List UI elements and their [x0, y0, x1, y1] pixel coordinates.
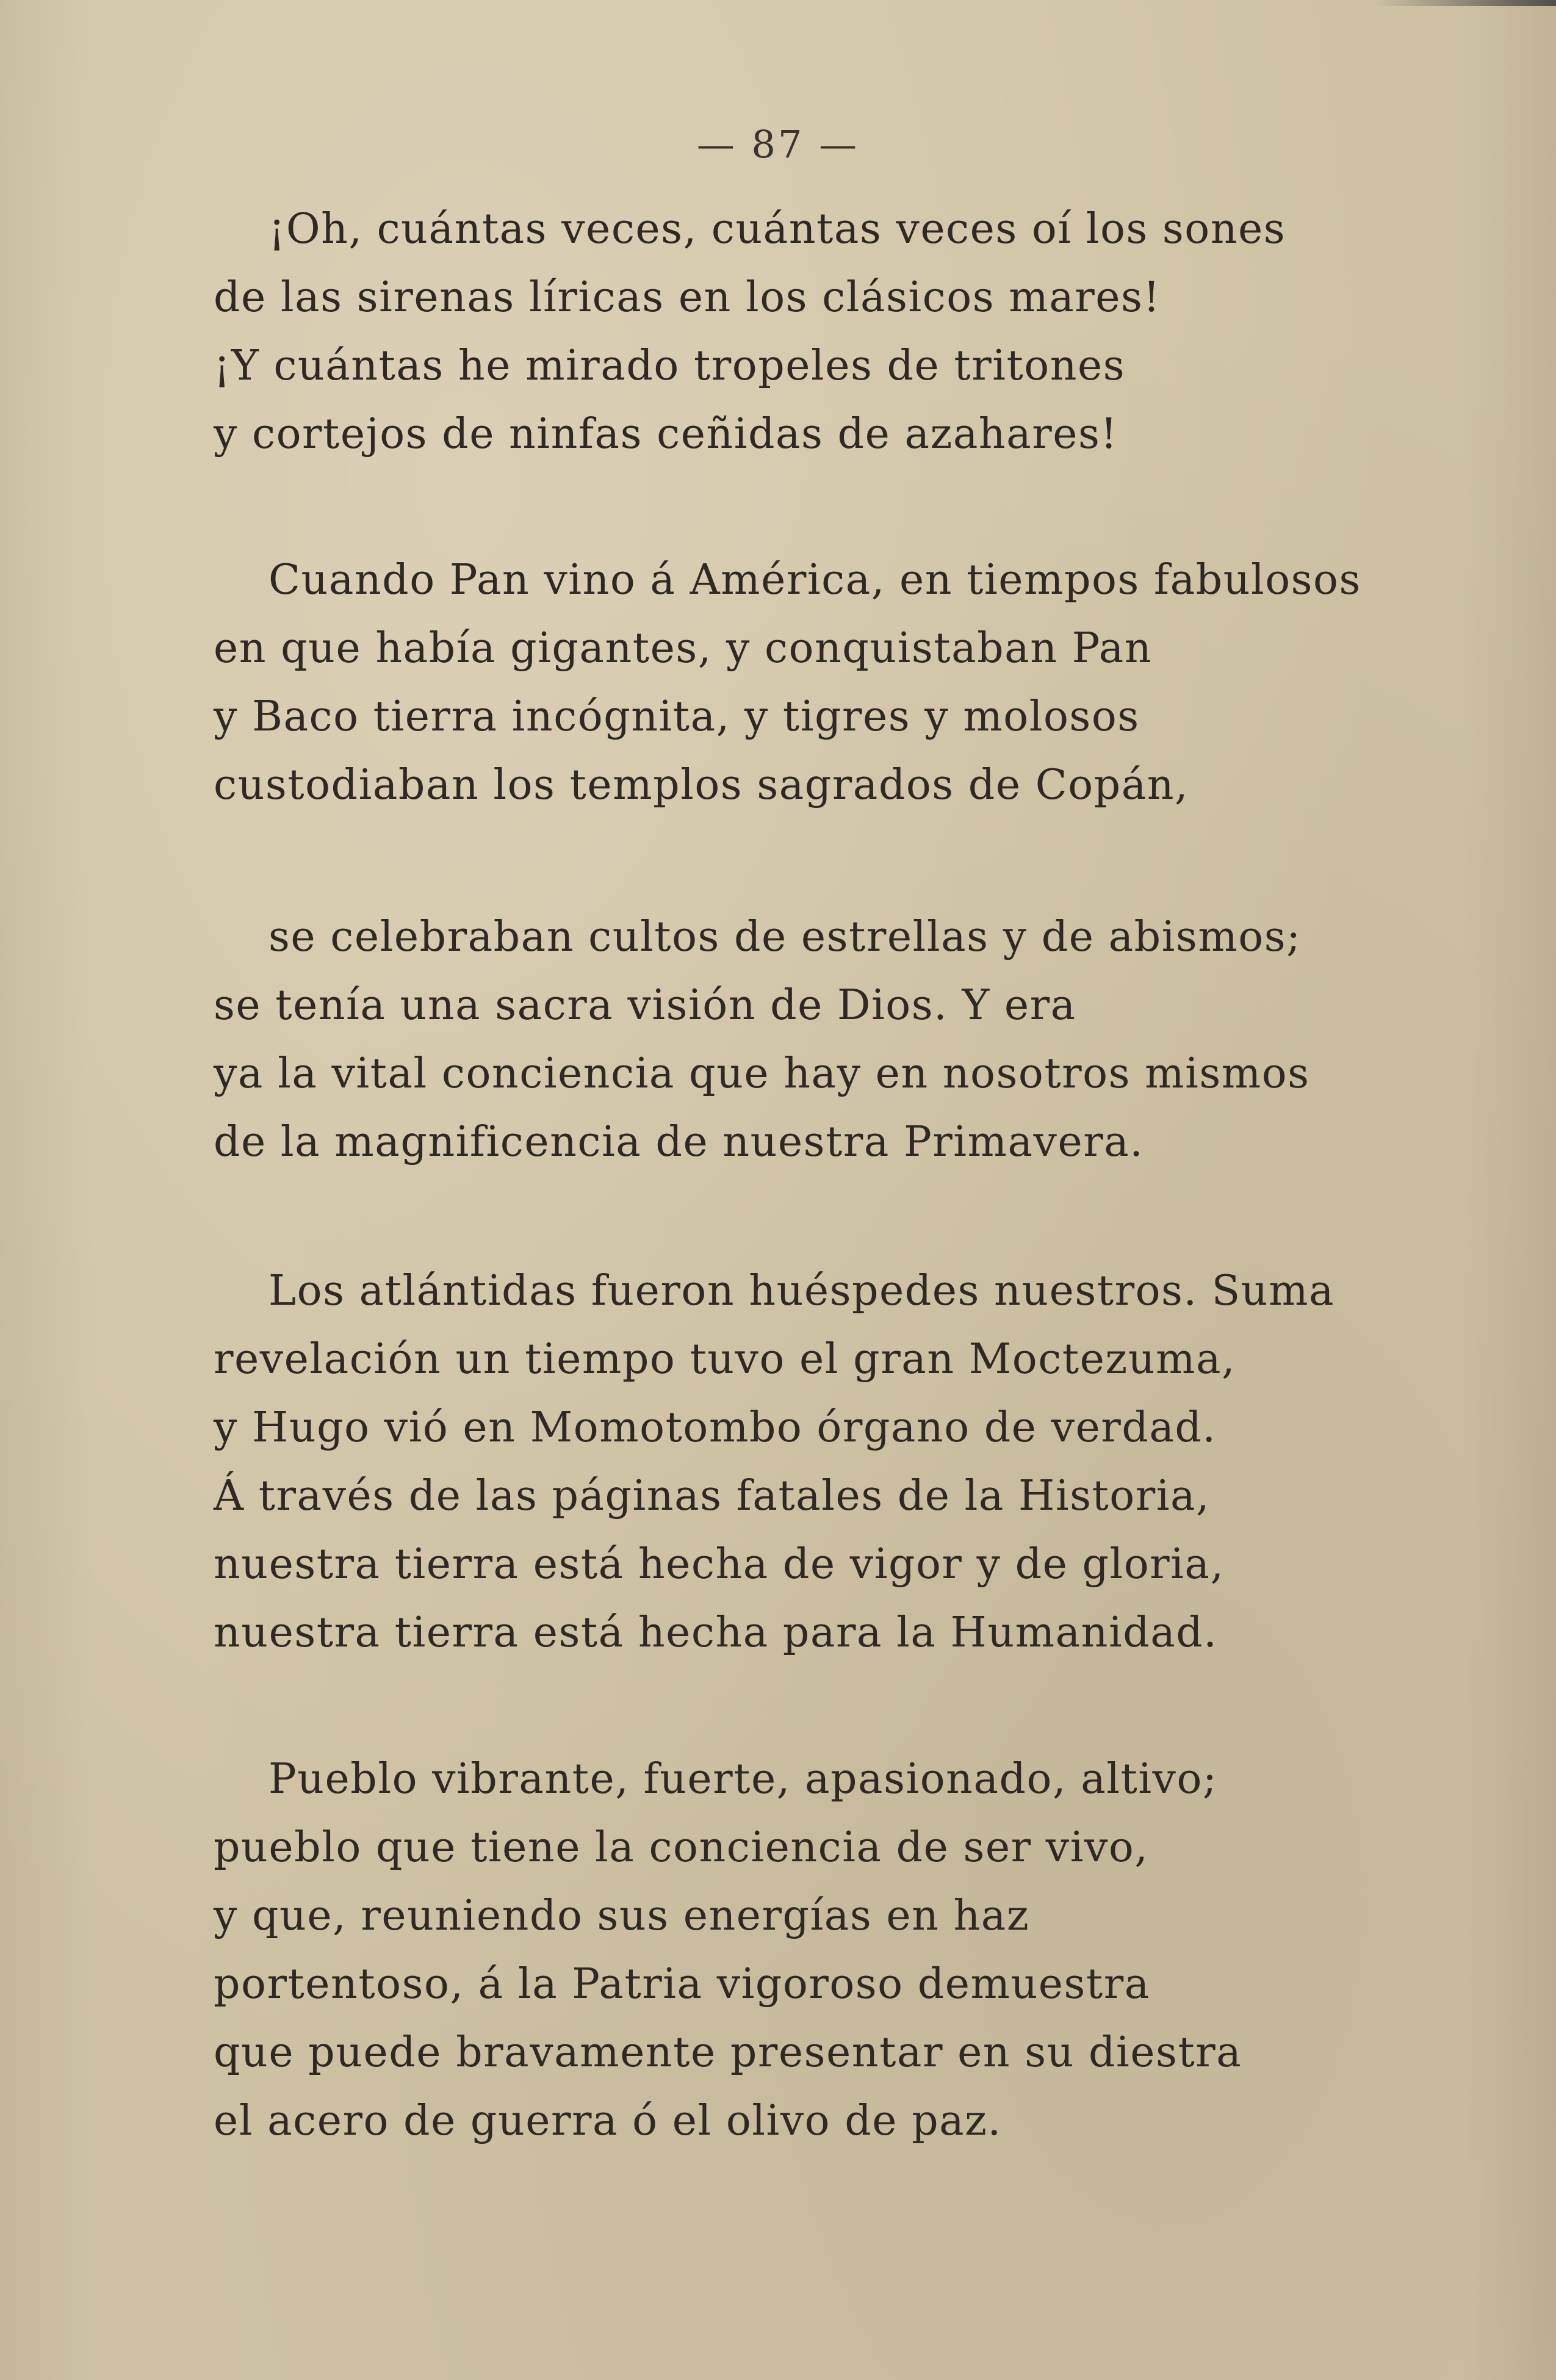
verse-line: ¡Oh, cuántas veces, cuántas veces oí los sones	[268, 205, 1286, 253]
verse-line: nuestra tierra está hecha de vigor y de gloria,	[214, 1540, 1225, 1588]
verse-line: el acero de guerra ó el olivo de paz.	[214, 2097, 1002, 2145]
verse-line: y Hugo vió en Momotombo órgano de verdad.	[214, 1404, 1217, 1452]
verse-line: revelación un tiempo tuvo el gran Moctezuma,	[214, 1335, 1236, 1383]
verse-line: y cortejos de ninfas ceñidas de azahares!	[214, 410, 1118, 458]
verse-line: pueblo que tiene la conciencia de ser vivo,	[214, 1823, 1149, 1872]
verse-line: que puede bravamente presentar en su diestra	[214, 2028, 1242, 2077]
verse-line: ¡Y cuántas he mirado tropeles de tritones	[214, 342, 1126, 390]
verse-line: y que, reuniendo sus energías en haz	[214, 1892, 1030, 1940]
verse-line: se celebraban cultos de estrellas y de abismos;	[268, 913, 1302, 961]
verse-line: Á través de las páginas fatales de la Historia,	[214, 1472, 1211, 1520]
stanza-1	[214, 195, 1434, 469]
page-edge-shadow	[1373, 0, 1556, 6]
stanza-2	[214, 546, 1434, 820]
verse-line: de las sirenas líricas en los clásicos mares!	[214, 273, 1161, 322]
verse-line: Los atlántidas fueron huéspedes nuestros. Suma	[268, 1267, 1335, 1315]
verse-line: ya la vital conciencia que hay en nosotros mismos	[214, 1050, 1310, 1098]
stanza-5	[214, 1745, 1434, 2155]
verse-line: Cuando Pan vino á América, en tiempos fabulosos	[268, 556, 1361, 604]
verse-line: portentoso, á la Patria vigoroso demuestra	[214, 1960, 1150, 2008]
verse-line: y Baco tierra incógnita, y tigres y molosos	[214, 693, 1140, 741]
verse-line: de la magnificencia de nuestra Primavera.	[214, 1118, 1144, 1166]
page-number: — 87 —	[696, 122, 860, 167]
verse-line: Pueblo vibrante, fuerte, apasionado, altivo;	[268, 1755, 1218, 1803]
verse-line: se tenía una sacra visión de Dios. Y era	[214, 981, 1076, 1030]
verse-line: custodiaban los templos sagrados de Copán,	[214, 761, 1189, 809]
stanza-3	[214, 903, 1434, 1177]
verse-line: en que había gigantes, y conquistaban Pan	[214, 624, 1153, 673]
verse-line: nuestra tierra está hecha para la Humanidad.	[214, 1609, 1218, 1657]
stanza-4	[214, 1257, 1434, 1667]
